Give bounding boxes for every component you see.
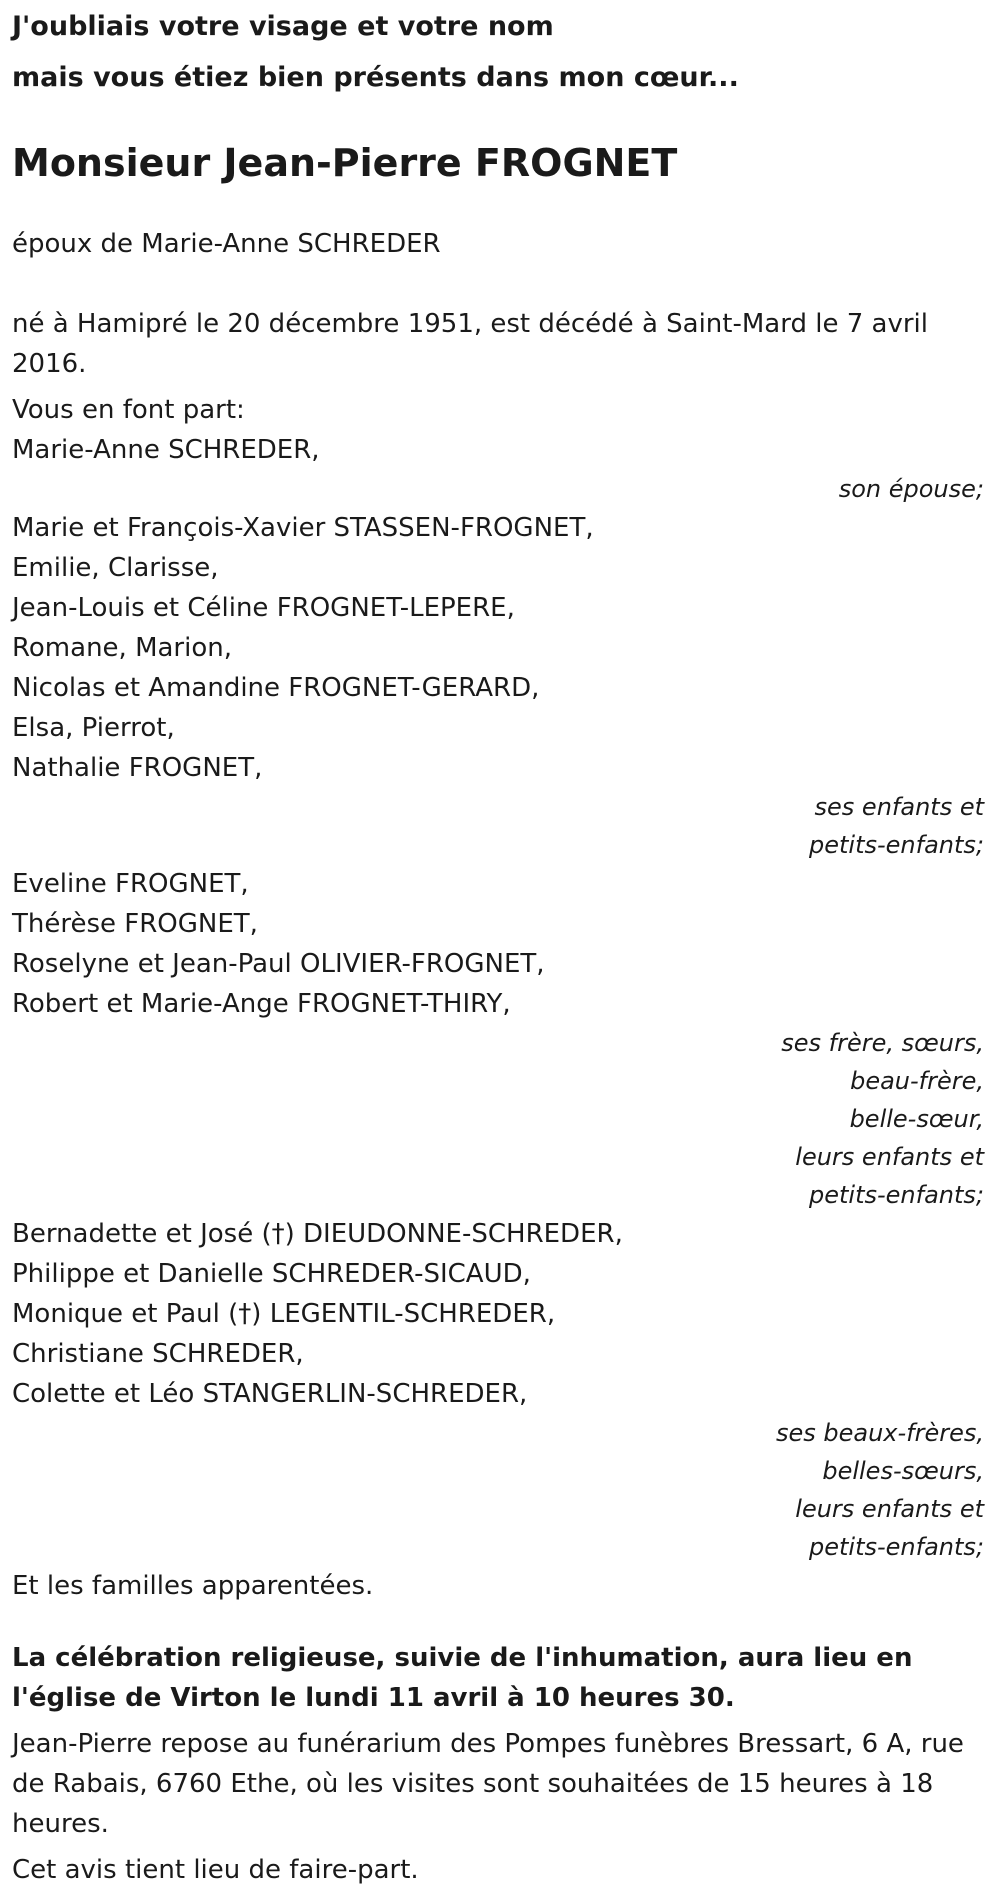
closing-line: Cet avis tient lieu de faire-part. <box>12 1855 419 1885</box>
family-member-line: Christiane SCHREDER, <box>12 1339 304 1369</box>
relationship-label-line: petits-enfants; <box>809 1181 984 1209</box>
relationship-label-line: leurs enfants et <box>795 1143 984 1171</box>
relationship-label-line: belles-sœurs, <box>822 1457 984 1485</box>
relationship-label-line: son épouse; <box>838 475 984 503</box>
ceremony-notice: La célébration religieuse, suivie de l'inhumation, aura lieu en l'église de Virton le lundi 11 avril à 10 heures 30. <box>12 1643 913 1713</box>
family-member-line: Elsa, Pierrot, <box>12 713 175 743</box>
relationship-label-line: leurs enfants et <box>795 1495 984 1523</box>
spouse-line: époux de Marie-Anne SCHREDER <box>12 229 441 259</box>
epigraph-line: mais vous étiez bien présents dans mon cœur... <box>12 62 739 93</box>
family-member-line: Marie et François-Xavier STASSEN-FROGNET, <box>12 513 594 543</box>
deceased-name: Monsieur Jean-Pierre FROGNET <box>12 141 678 185</box>
family-group <box>12 508 988 864</box>
epigraph <box>12 0 988 102</box>
relationship-label <box>12 788 988 864</box>
announcement-intro: Vous en font part: <box>12 395 245 425</box>
family-member-line: Philippe et Danielle SCHREDER-SICAUD, <box>12 1259 531 1289</box>
family-member-line: Nathalie FROGNET, <box>12 753 263 783</box>
family-member-line: Romane, Marion, <box>12 633 232 663</box>
relationship-label-line: ses beaux-frères, <box>775 1419 984 1447</box>
family-member-line: Bernadette et José (†) DIEUDONNE-SCHREDER, <box>12 1219 623 1249</box>
relationship-label <box>12 1024 988 1214</box>
family-member-line: Emilie, Clarisse, <box>12 553 219 583</box>
family-group <box>12 430 988 508</box>
family-member-line: Marie-Anne SCHREDER, <box>12 435 320 465</box>
family-member-line: Colette et Léo STANGERLIN-SCHREDER, <box>12 1379 528 1409</box>
relationship-label-line: beau-frère, <box>850 1067 984 1095</box>
family-member-line: Thérèse FROGNET, <box>12 909 258 939</box>
family-member-line: Eveline FROGNET, <box>12 869 249 899</box>
family-member-line: Nicolas et Amandine FROGNET-GERARD, <box>12 673 540 703</box>
relationship-label <box>12 470 988 508</box>
family-member-line: Jean-Louis et Céline FROGNET-LEPERE, <box>12 593 515 623</box>
family-member-line: Roselyne et Jean-Paul OLIVIER-FROGNET, <box>12 949 545 979</box>
family-member-line: Robert et Marie-Ange FROGNET-THIRY, <box>12 989 511 1019</box>
relationship-label <box>12 1414 988 1566</box>
relationship-label-line: ses frère, sœurs, <box>781 1029 984 1057</box>
epigraph-line: J'oubliais votre visage et votre nom <box>12 11 554 42</box>
family-group <box>12 864 988 1214</box>
family-member-line: Monique et Paul (†) LEGENTIL-SCHREDER, <box>12 1299 556 1329</box>
families-line: Et les familles apparentées. <box>12 1571 374 1601</box>
birth-death-line: né à Hamipré le 20 décembre 1951, est décédé à Saint-Mard le 7 avril 2016. <box>12 309 928 379</box>
relationship-label-line: petits-enfants; <box>809 831 984 859</box>
relationship-label-line: ses enfants et <box>814 793 984 821</box>
relationship-label-line: belle-sœur, <box>849 1105 984 1133</box>
family-groups <box>12 430 988 1566</box>
family-group <box>12 1214 988 1566</box>
relationship-label-line: petits-enfants; <box>809 1533 984 1561</box>
rest-notice: Jean-Pierre repose au funérarium des Pompes funèbres Bressart, 6 A, rue de Rabais, 6760 Ethe, où les visites sont souhaitées de 15 heures à 18 heures. <box>12 1729 964 1839</box>
